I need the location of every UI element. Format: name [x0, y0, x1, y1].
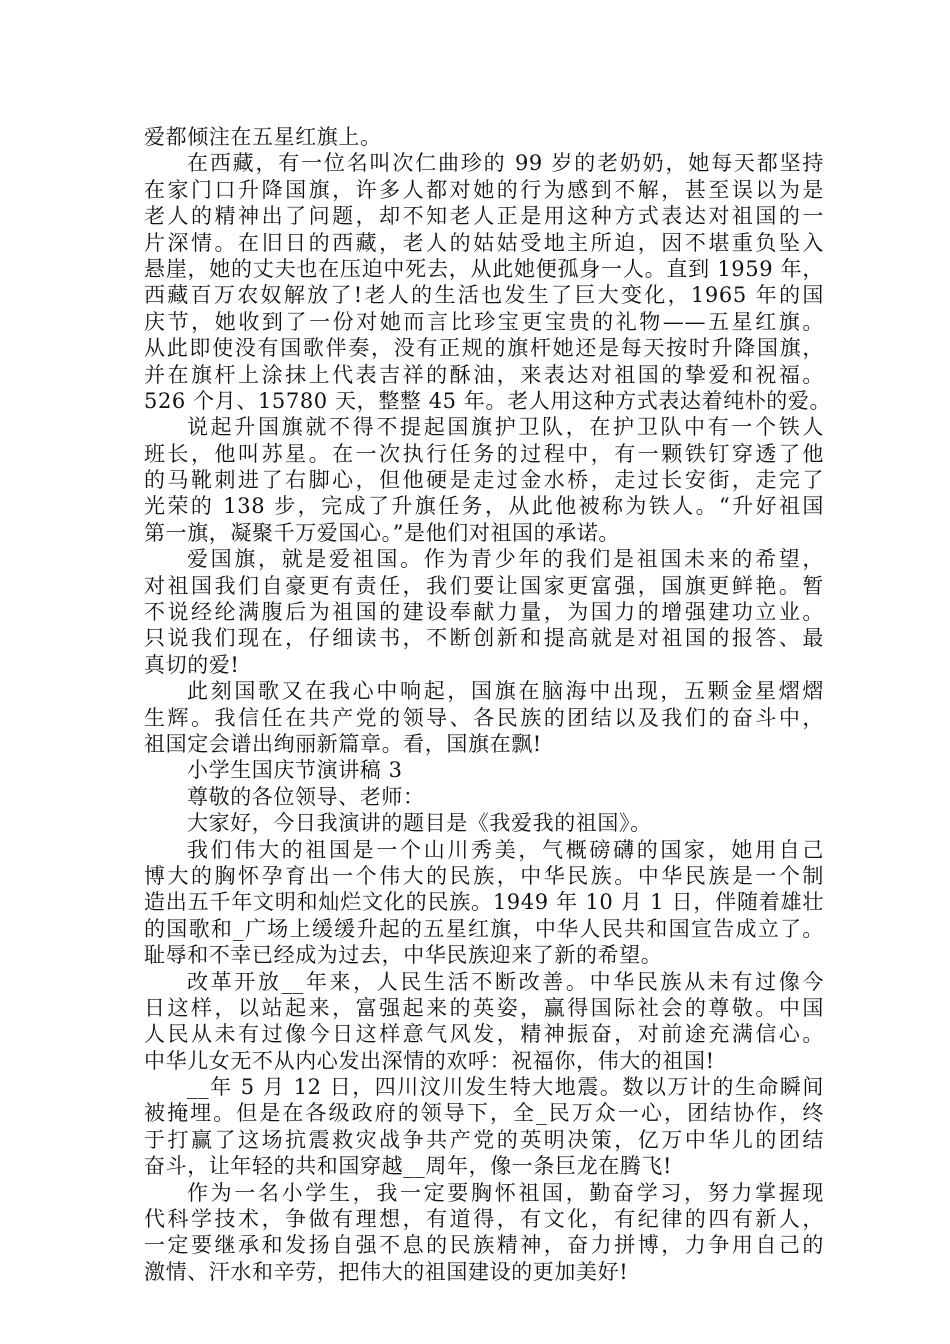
text-line: 奋斗，让年轻的共和国穿越__周年，像一条巨龙在腾飞! — [144, 1154, 673, 1179]
text-line: 光荣的 138 步，完成了升旗任务，从此他被称为铁人。“升好祖国 — [144, 494, 824, 519]
text-line: 从此即使没有国歌伴奏，没有正规的旗杆她还是每天按时升降国旗， — [144, 336, 824, 361]
text-line: 被掩埋。但是在各级政府的领导下，全_民万众一心，团结协作，终 — [144, 1101, 824, 1126]
text-line: 人民从未有过像今日这样意气风发，精神振奋，对前途充满信心。 — [144, 1022, 824, 1047]
text-line: 中华儿女无不从内心发出深情的欢呼：祝福你，伟大的祖国! — [144, 1048, 715, 1073]
text-line: 并在旗杆上涂抹上代表吉祥的酥油，来表达对祖国的挚爱和祝福。 — [144, 362, 824, 387]
text-line: 只说我们现在，仔细读书，不断创新和提高就是对祖国的报答、最 — [144, 626, 824, 651]
text-line: 的国歌和_广场上缓缓升起的五星红旗，中华人民共和国宣告成立了。 — [144, 916, 824, 941]
text-line: 说起升国旗就不得不提起国旗护卫队，在护卫队中有一个铁人 — [187, 415, 824, 440]
text-line: 在西藏，有一位名叫次仁曲珍的 99 岁的老奶奶，她每天都坚持 — [187, 151, 824, 176]
text-line: 西藏百万农奴解放了!老人的生活也发生了巨大变化，1965 年的国 — [144, 283, 824, 308]
text-line: __年 5 月 12 日，四川汶川发生特大地震。数以万计的生命瞬间 — [187, 1075, 824, 1100]
text-line: 代科学技术，争做有理想，有道得，有文化，有纪律的四有新人， — [144, 1207, 824, 1232]
text-line: 改革开放__年来，人民生活不断改善。中华民族从未有过像今 — [187, 969, 824, 994]
text-line: 激情、汗水和辛劳，把伟大的祖国建设的更加美好! — [144, 1259, 629, 1284]
text-line: 大家好，今日我演讲的题目是《我爱我的祖国》。 — [187, 811, 652, 836]
text-line: 不说经纶满腹后为祖国的建设奉献力量，为国力的增强建功立业。 — [144, 600, 824, 625]
text-line: 日这样，以站起来，富强起来的英姿，赢得国际社会的尊敬。中国 — [144, 995, 824, 1020]
salutation: 尊敬的各位领导、老师： — [187, 784, 425, 809]
text-line: 第一旗，凝聚千万爱国心。”是他们对祖国的承诺。 — [144, 520, 621, 545]
text-line: 庆节，她收到了一份对她而言比珍宝更宝贵的礼物——五星红旗。 — [144, 309, 824, 334]
text-line: 真切的爱! — [144, 652, 240, 677]
text-line: 作为一名小学生，我一定要胸怀祖国，勤奋学习，努力掌握现 — [187, 1180, 824, 1205]
text-line: 老人的精神出了问题，却不知老人正是用这种方式表达对祖国的一 — [144, 204, 824, 229]
text-line: 生辉。我信任在共产党的领导、各民族的团结以及我们的奋斗中， — [144, 705, 824, 730]
text-line: 造出五千年文明和灿烂文化的民族。1949 年 10 月 1 日，伴随着雄壮 — [144, 890, 824, 915]
text-line: 片深情。在旧日的西藏，老人的姑姑受地主所迫，因不堪重负坠入 — [144, 230, 824, 255]
text-line: 在家门口升降国旗，许多人都对她的行为感到不解，甚至误以为是 — [144, 177, 824, 202]
text-line: 祖国定会谱出绚丽新篇章。看，国旗在飘! — [144, 731, 542, 756]
text-line: 悬崖，她的丈夫也在压迫中死去，从此她便孤身一人。直到 1959 年， — [144, 256, 824, 281]
text-line: 526 个月、15780 天，整整 45 年。老人用这种方式表达着纯朴的爱。 — [144, 388, 832, 413]
text-line: 于打赢了这场抗震救灾战争共产党的英明决策，亿万中华儿的团结 — [144, 1127, 824, 1152]
text-line: 爱国旗，就是爱祖国。作为青少年的我们是祖国未来的希望， — [187, 547, 824, 572]
text-line: 此刻国歌又在我心中响起，国旗在脑海中出现，五颗金星熠熠 — [187, 679, 824, 704]
text-line: 爱都倾注在五星红旗上。 — [144, 125, 382, 149]
text-line: 的马靴刺进了右脚心，但他硬是走过金水桥，走过长安街，走完了 — [144, 468, 824, 493]
text-line: 班长，他叫苏星。在一次执行任务的过程中，有一颗铁钉穿透了他 — [144, 441, 824, 466]
text-line: 耻辱和不幸已经成为过去，中华民族迎来了新的希望。 — [144, 943, 663, 968]
text-line: 一定要继承和发扬自强不息的民族精神，奋力拼博，力争用自己的 — [144, 1233, 824, 1258]
text-line: 对祖国我们自豪更有责任，我们要让国家更富强，国旗更鲜艳。暂 — [144, 573, 824, 598]
text-line: 我们伟大的祖国是一个山川秀美，气概磅礴的国家，她用自己 — [187, 837, 824, 862]
text-line: 博大的胸怀孕育出一个伟大的民族，中华民族。中华民族是一个制 — [144, 863, 824, 888]
section-heading: 小学生国庆节演讲稿 3 — [187, 758, 403, 783]
document-body — [144, 124, 832, 1285]
